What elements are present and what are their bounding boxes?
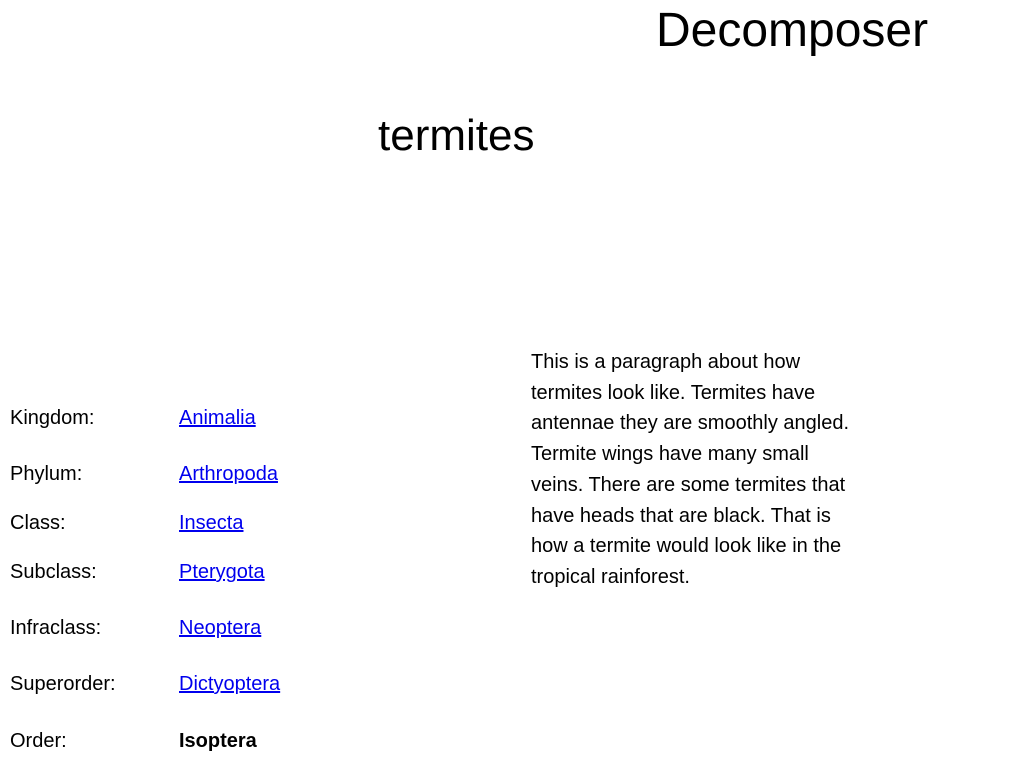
taxonomy-link-neoptera[interactable]: Neoptera [179,617,262,639]
taxonomy-link-dictyoptera[interactable]: Dictyoptera [179,673,281,695]
taxonomy-row-class [10,508,470,538]
taxonomy-row-infraclass [10,613,470,643]
taxonomy-link-arthropoda[interactable]: Arthropoda [179,463,278,485]
taxonomy-link-animalia[interactable]: Animalia [179,407,256,429]
taxonomy-link-pterygota[interactable]: Pterygota [179,561,265,583]
taxonomy-rank-label: Order: [10,730,67,752]
taxonomy-rank-label: Superorder: [10,673,116,695]
taxonomy-row-kingdom [10,403,470,433]
taxonomy-rank-label: Phylum: [10,463,83,485]
taxonomy-link-insecta[interactable]: Insecta [179,512,244,534]
taxonomy-row-order [10,726,470,756]
taxonomy-row-phylum [10,459,470,489]
taxonomy-table [10,0,470,768]
taxonomy-rank-label: Kingdom: [10,407,95,429]
slide-title: Decomposer [656,4,929,57]
taxonomy-row-superorder [10,669,470,699]
taxonomy-rank-label: Infraclass: [10,617,102,639]
taxonomy-row-subclass [10,557,470,587]
description-paragraph: This is a paragraph about how termites look like. Termites have antennae they are smoothly angled. Termite wings have many small veins. There are some termites that have heads that are black. That is how a termite would look like in the tropical rainforest. [531,351,849,588]
taxonomy-rank-label: Class: [10,512,66,534]
taxonomy-rank-label: Subclass: [10,561,97,583]
slide-subtitle: termites [378,111,535,160]
taxonomy-value-isoptera: Isoptera [179,730,257,752]
